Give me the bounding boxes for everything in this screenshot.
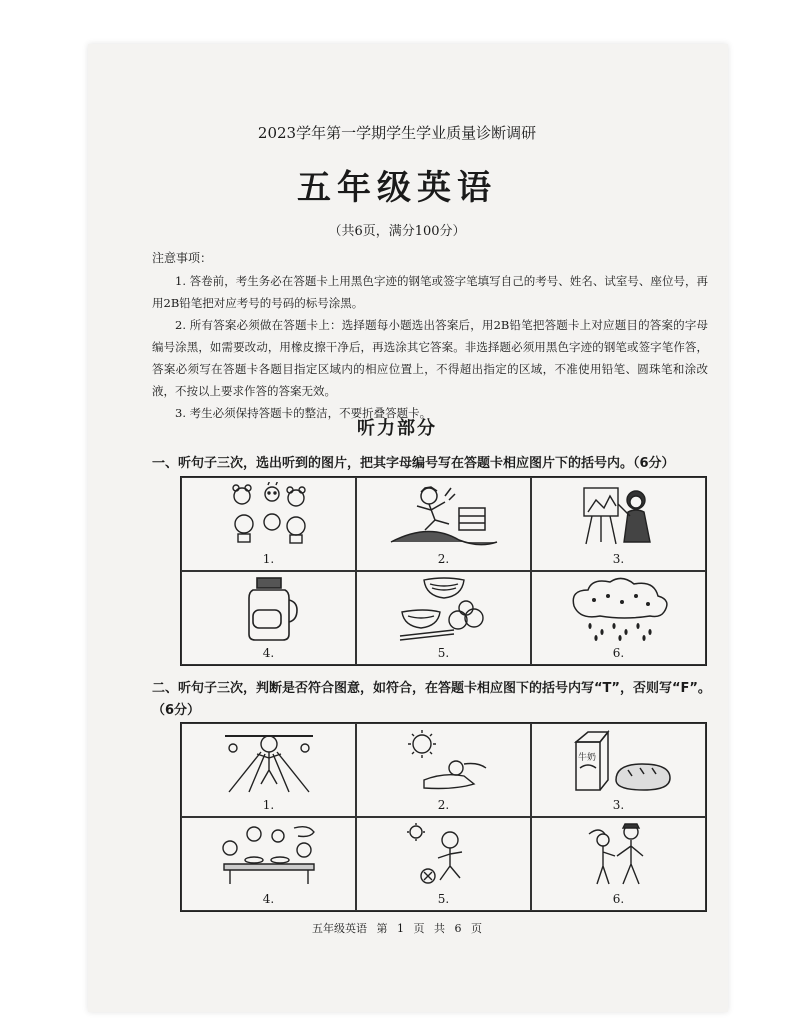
noodles-and-fruit-icon — [394, 576, 494, 642]
q1-cell-1-number: 1. — [262, 552, 275, 566]
milk-and-bread-icon — [564, 728, 674, 794]
q1-cell-5 — [356, 571, 531, 665]
exam-subtitle: 2023学年第一学期学生学业质量诊断调研 — [257, 124, 537, 142]
page-footer: 五年级英语 第 1 页 共 6 页 — [312, 922, 482, 935]
q1-cell-5-number: 5. — [437, 646, 450, 660]
question-2-prompt: 二、听句子三次，判断是否符合图意，如符合，在答题卡相应图下的括号内写“T”，否则写“F”。（6分） — [152, 681, 711, 718]
q2-cell-6 — [531, 817, 706, 911]
q1-cell-6 — [531, 571, 706, 665]
q2-cell-4-number: 4. — [262, 892, 275, 906]
q1-cell-2 — [356, 477, 531, 571]
q2-cell-1-number: 1. — [262, 798, 275, 812]
notice-label: 注意事项： — [152, 251, 213, 265]
page-count: （共6页，满分100分） — [328, 224, 466, 239]
q2-cell-5-number: 5. — [437, 892, 450, 906]
q1-cell-3-number: 3. — [612, 552, 625, 566]
question-1-picture-grid — [180, 476, 707, 666]
toy-animals-icon — [224, 482, 314, 544]
question-2-picture-grid — [180, 722, 707, 912]
runner-icon — [219, 728, 319, 794]
q2-cell-3 — [531, 723, 706, 817]
q2-cell-2 — [356, 723, 531, 817]
q1-cell-3 — [531, 477, 706, 571]
jar-icon — [239, 576, 299, 642]
notice-item-2: 2. 所有答案必须做在答题卡上：选择题每小题选出答案后，用2B铅笔把答题卡上对应题目的答案的字母编号涂黑，如需要改动，用橡皮擦干净后，再选涂其它答案。非选择题必须用黑色字迹的钢笔或签字笔作答，答案必须写在答题卡各题目指定区域内的相应位置上，不得超出指定的区域，不准使用铅笔、圆珠笔和涂改液，不按以上要求作答的答案无效。 — [152, 318, 708, 398]
q1-cell-2-number: 2. — [437, 552, 450, 566]
police-helping-icon — [569, 822, 669, 888]
boy-jumping-icon — [389, 482, 499, 548]
q2-cell-3-number: 3. — [612, 798, 625, 812]
q2-cell-6-number: 6. — [612, 892, 625, 906]
family-dinner-icon — [214, 822, 324, 888]
football-boy-icon — [394, 822, 494, 888]
notice-item-1: 1. 答卷前，考生务必在答题卡上用黑色字迹的钢笔或签字笔填写自己的考号、姓名、试室号、座位号，再用2B铅笔把对应考号的号码的标号涂黑。 — [152, 274, 708, 310]
question-1-prompt: 一、听句子三次，选出听到的图片，把其字母编号写在答题卡相应图片下的括号内。（6分） — [152, 456, 675, 471]
notice-list — [152, 270, 708, 424]
q2-cell-4 — [181, 817, 356, 911]
rain-cloud-icon — [564, 576, 674, 642]
sunbathing-icon — [394, 728, 494, 794]
girl-painting-icon — [574, 482, 664, 548]
notice-item-3: 3. 考生必须保持答题卡的整洁，不要折叠答题卡。 — [175, 406, 432, 420]
q1-cell-4 — [181, 571, 356, 665]
q2-cell-2-number: 2. — [437, 798, 450, 812]
q2-cell-1 — [181, 723, 356, 817]
q2-cell-5 — [356, 817, 531, 911]
q1-cell-1 — [181, 477, 356, 571]
milk-box-label: 牛奶 — [577, 753, 596, 763]
exam-title: 五年级英语 — [297, 168, 497, 208]
section-title-listening: 听力部分 — [357, 418, 437, 439]
q1-cell-4-number: 4. — [262, 646, 275, 660]
q1-cell-6-number: 6. — [612, 646, 625, 660]
